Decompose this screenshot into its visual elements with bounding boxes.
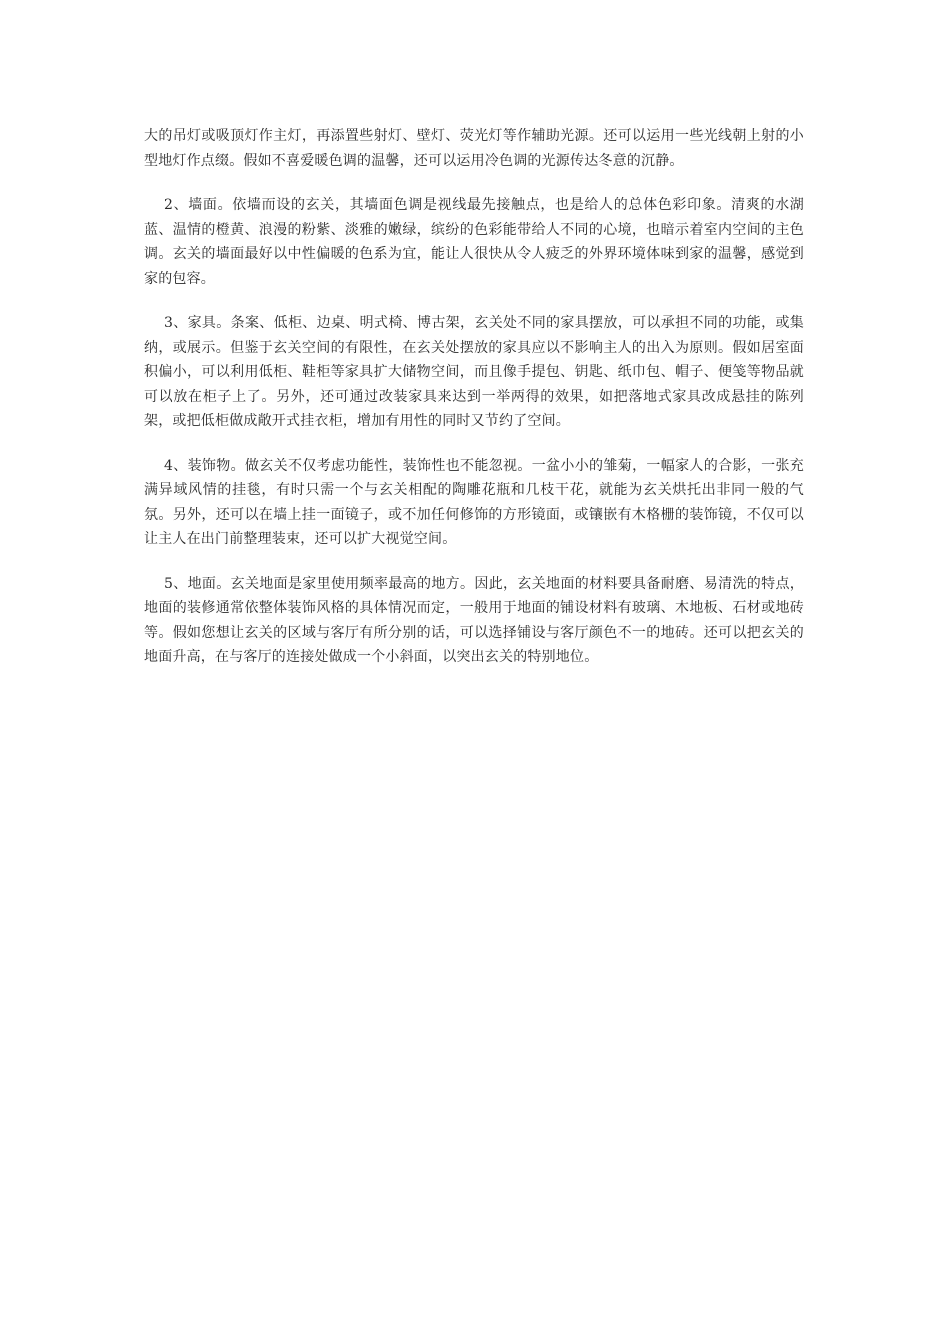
paragraph-flooring: 5、地面。玄关地面是家里使用频率最高的地方。因此，玄关地面的材料要具备耐磨、易清洗的特点，地面的装修通常依整体装饰风格的具体情况而定，一般用于地面的铺设材料有玻璃、木地板、石材或地砖等。假如您想让玄关的区域与客厅有所分别的话，可以选择铺设与客厅颜色不一的地砖。还可以把玄关的地面升高，在与客厅的连接处做成一个小斜面，以突出玄关的特别地位。 <box>144 575 804 665</box>
paragraph-lighting-continued: 大的吊灯或吸顶灯作主灯，再添置些射灯、壁灯、荧光灯等作辅助光源。还可以运用一些光线朝上射的小型地灯作点缀。假如不喜爱暖色调的温馨，还可以运用冷色调的光源传达冬意的沉静。 <box>144 128 804 169</box>
paragraph-decorations: 4、装饰物。做玄关不仅考虑功能性，装饰性也不能忽视。一盆小小的雏菊，一幅家人的合影，一张充满异域风情的挂毯，有时只需一个与玄关相配的陶雕花瓶和几枝干花，就能为玄关烘托出非同一般的气氛。另外，还可以在墙上挂一面镜子，或不加任何修饰的方形镜面，或镶嵌有木格栅的装饰镜，不仅可以让主人在出门前整理装束，还可以扩大视觉空间。 <box>144 457 804 547</box>
paragraph-furniture: 3、家具。条案、低柜、边桌、明式椅、博古架，玄关处不同的家具摆放，可以承担不同的功能，或集纳，或展示。但鉴于玄关空间的有限性，在玄关处摆放的家具应以不影响主人的出入为原则。假如居室面积偏小，可以利用低柜、鞋柜等家具扩大储物空间，而且像手提包、钥匙、纸巾包、帽子、便笺等物品就可以放在柜子上了。另外，还可通过改装家具来达到一举两得的效果，如把落地式家具改成悬挂的陈列架，或把低柜做成敞开式挂衣柜，增加有用性的同时又节约了空间。 <box>144 315 804 429</box>
document-body <box>144 124 804 690</box>
paragraph-walls: 2、墙面。依墙而设的玄关，其墙面色调是视线最先接触点，也是给人的总体色彩印象。清爽的水湖蓝、温情的橙黄、浪漫的粉紫、淡雅的嫩绿，缤纷的色彩能带给人不同的心境，也暗示着室内空间的主色调。玄关的墙面最好以中性偏暖的色系为宜，能让人很快从令人疲乏的外界环境体味到家的温馨，感觉到家的包容。 <box>144 197 804 287</box>
